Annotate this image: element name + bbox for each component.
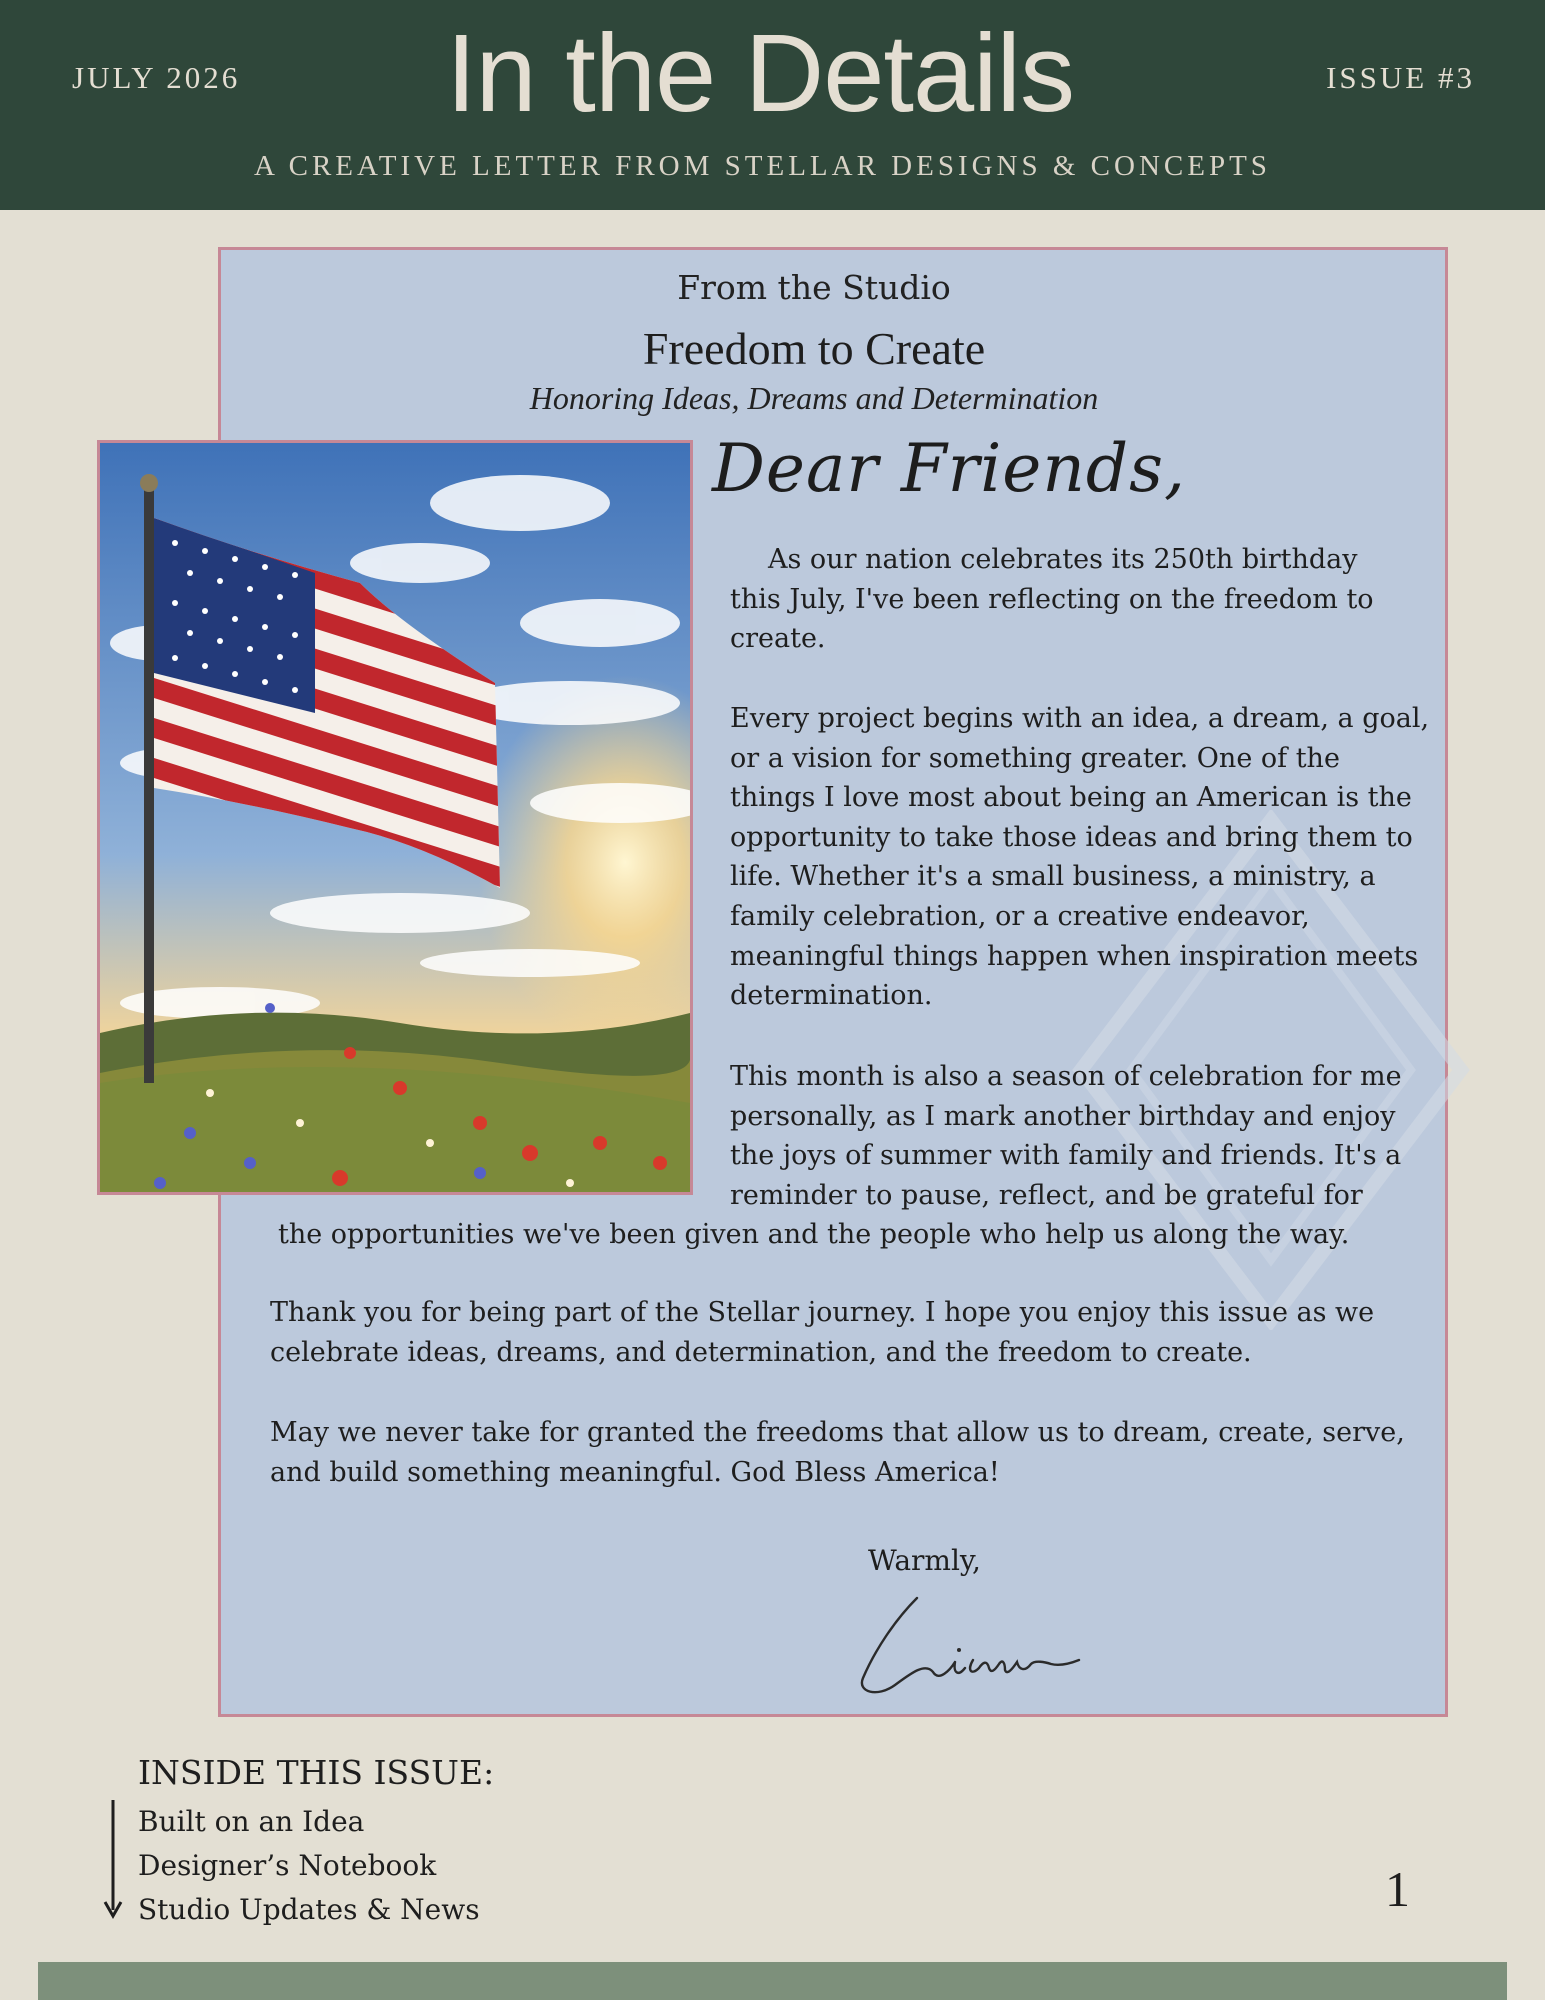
down-arrow-icon <box>102 1798 124 1920</box>
issue-number: ISSUE #3 <box>1326 60 1475 95</box>
toc-item[interactable]: Built on an Idea <box>138 1805 365 1838</box>
letter-paragraph-continued: the opportunities we've been given and the people who help us along the way. <box>278 1219 1350 1250</box>
letter-paragraph: This month is also a season of celebration for me personally, as I mark another birthday and enjoy the joys of summer with family and friends. It's a reminder to pause, reflect, and be grateful for <box>730 1061 1402 1211</box>
letter-paragraph: As our nation celebrates its 250th birthday this July, I've been reflecting on the freedom to create. <box>730 544 1374 655</box>
newsletter-subtitle: A CREATIVE LETTER FROM STELLAR DESIGNS & CONCEPTS <box>254 150 1271 182</box>
handwritten-signature <box>855 1590 1085 1705</box>
letter-paragraph: May we never take for granted the freedoms that allow us to dream, create, serve, and build something meaningful. God Bless America! <box>270 1417 1405 1488</box>
masthead <box>0 0 1545 210</box>
footer-band <box>38 1962 1507 2000</box>
letter-closing: Warmly, <box>868 1544 981 1577</box>
issue-date: JULY 2026 <box>72 60 241 95</box>
newsletter-title: In the Details <box>445 12 1074 135</box>
letter-paragraph: Thank you for being part of the Stellar journey. I hope you enjoy this issue as we celebrate ideas, dreams, and determination, and the freedom to create. <box>270 1297 1375 1368</box>
american-flag-illustration <box>100 443 690 1192</box>
toc-list <box>138 1800 480 1932</box>
toc-item[interactable]: Designer’s Notebook <box>138 1849 437 1882</box>
section-kicker: From the Studio <box>677 268 951 307</box>
greeting: Dear Friends, <box>712 430 1186 507</box>
toc-heading: INSIDE THIS ISSUE: <box>138 1753 495 1792</box>
letter-paragraph: Every project begins with an idea, a dream, a goal, or a vision for something greater. One of the things I love most about being an American is the opportunity to take those ideas and bring them to life. Whether it's a small business, a ministry, a family celebration, or a creative endeavor, meaningful things happen when inspiration meets determination. <box>730 703 1430 1012</box>
flag-photo <box>97 440 693 1195</box>
toc-item[interactable]: Studio Updates & News <box>138 1893 480 1926</box>
letter-subtitle: Honoring Ideas, Dreams and Determination <box>529 380 1099 416</box>
letter-title: Freedom to Create <box>642 323 986 374</box>
page-number: 1 <box>1385 1861 1410 1917</box>
